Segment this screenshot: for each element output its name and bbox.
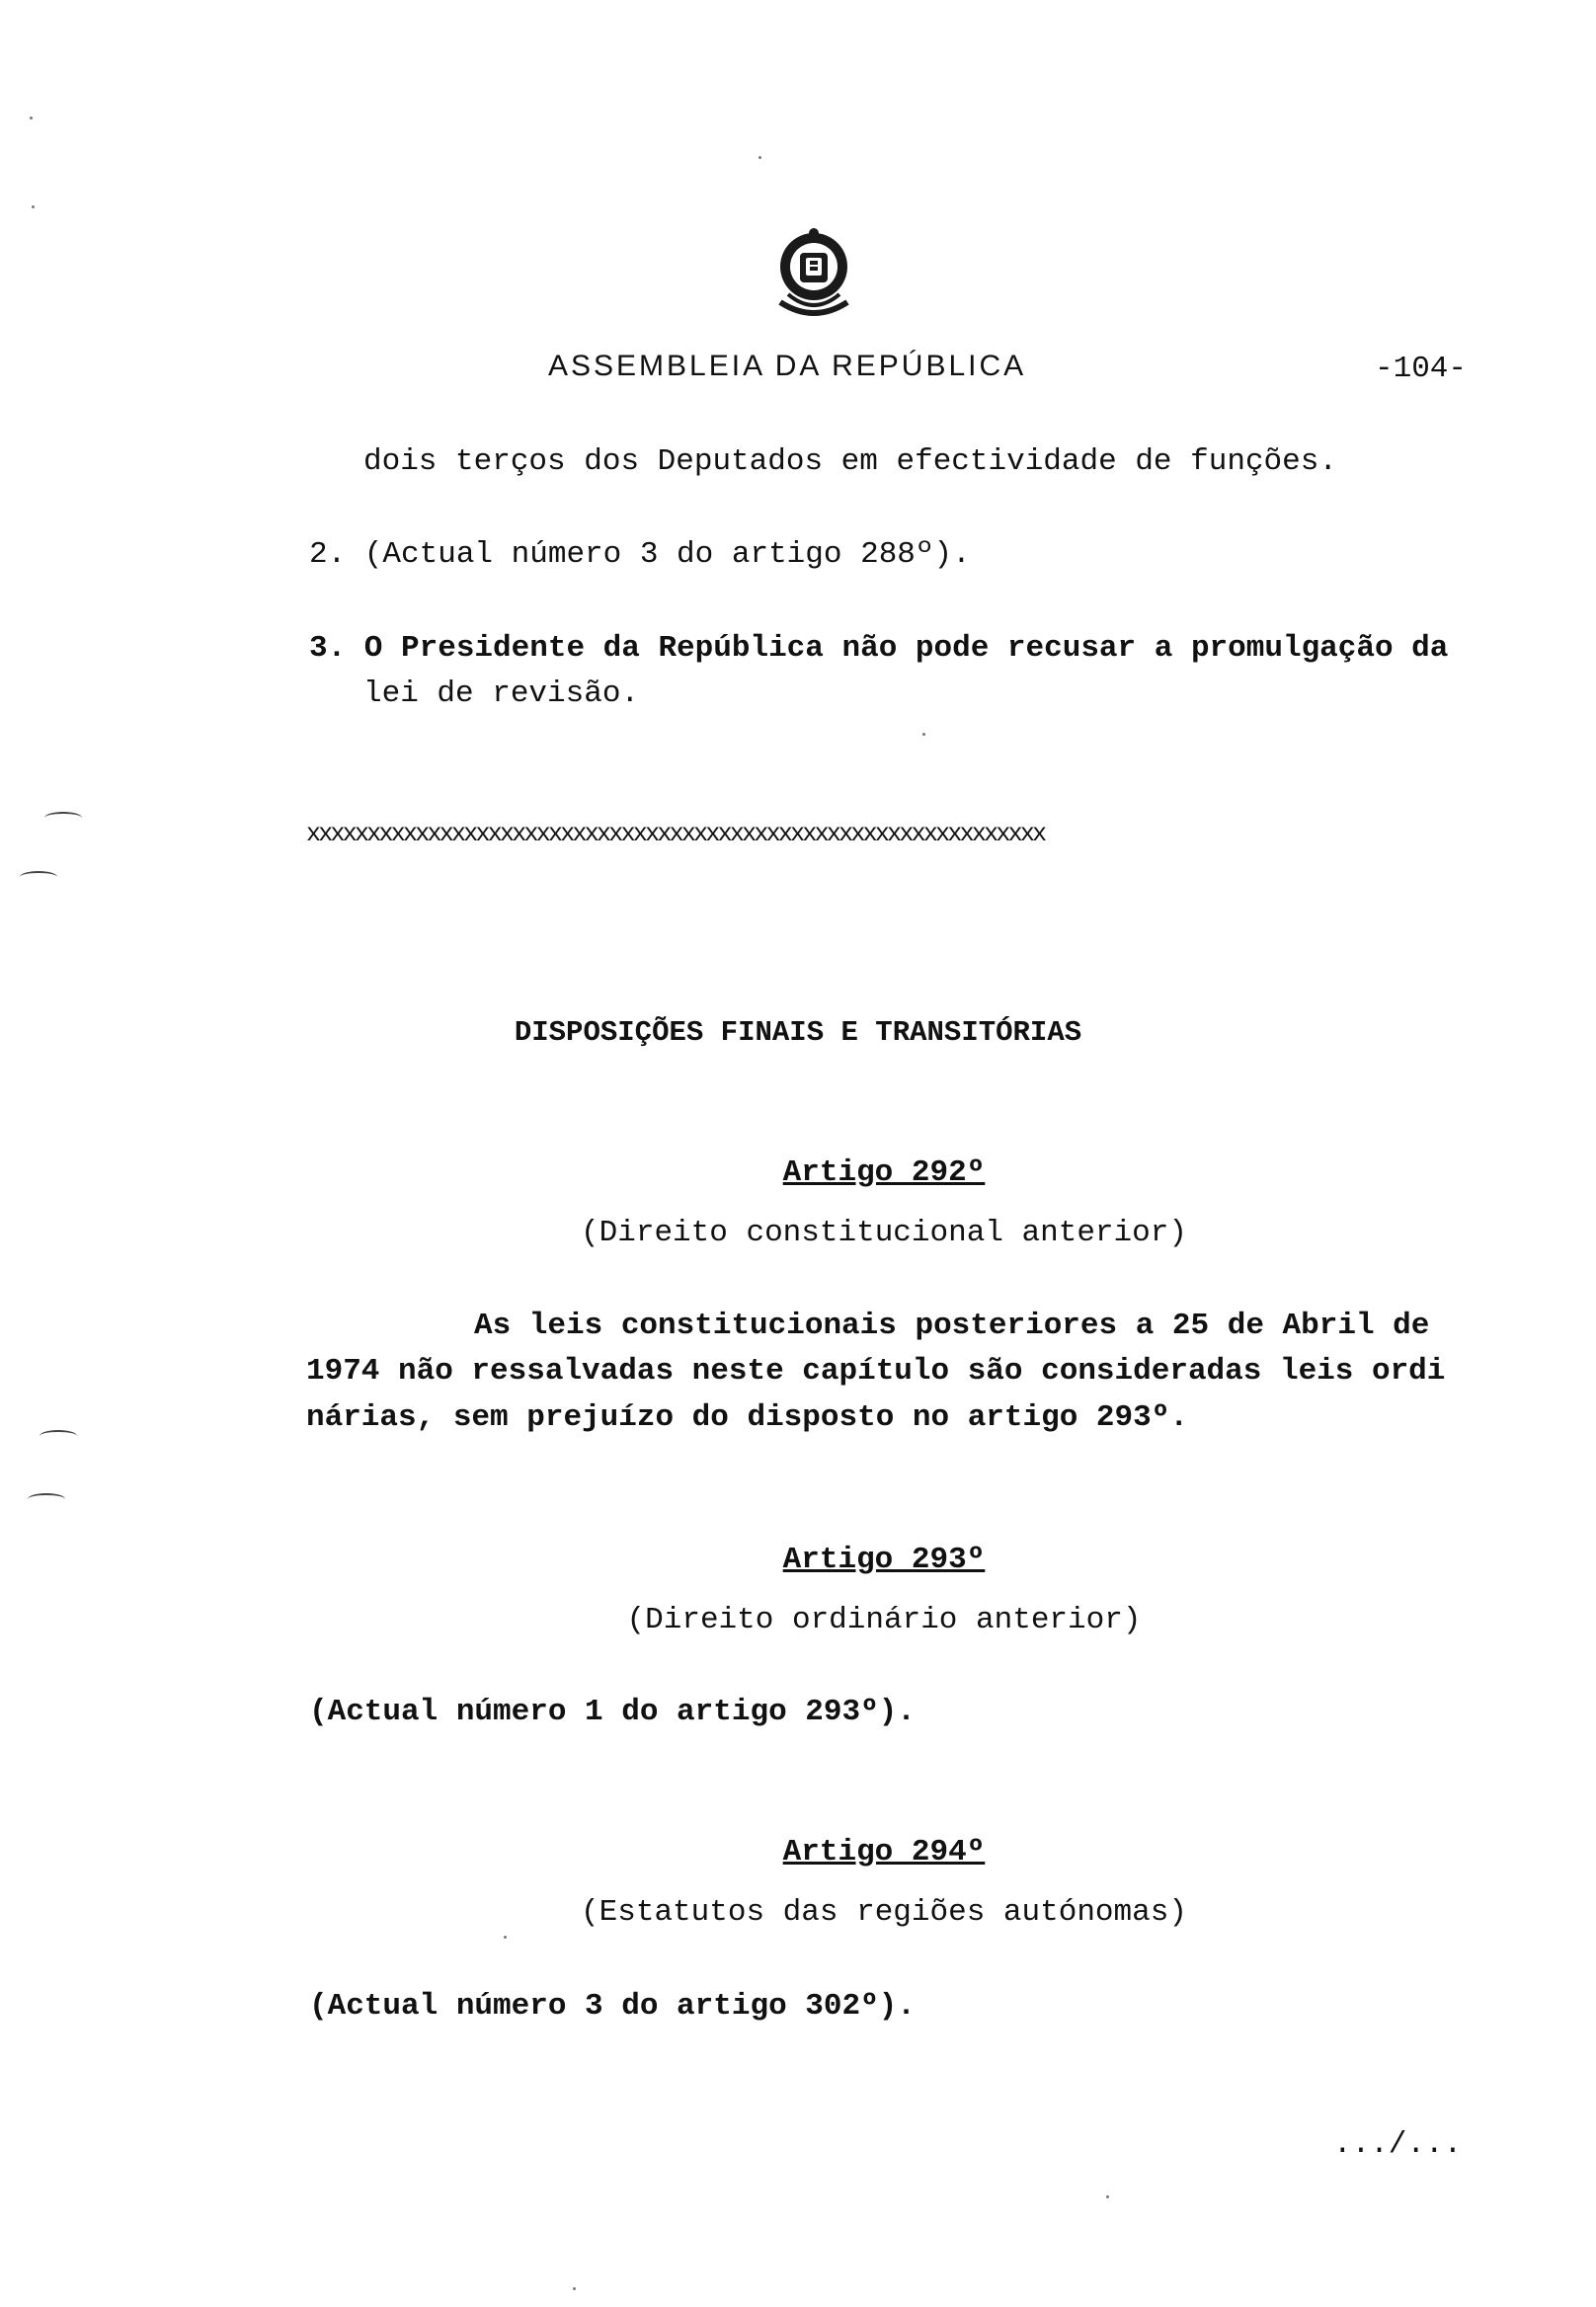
- article-heading-text: Artigo 293º: [782, 1543, 986, 1577]
- article-subtitle: (Direito ordinário anterior): [626, 1603, 1142, 1637]
- scan-dot: [30, 117, 33, 119]
- article-subtitle: (Direito constitucional anterior): [581, 1216, 1187, 1250]
- body-line-1: dois terços dos Deputados em efectividade de funções.: [363, 444, 1337, 479]
- page-number: -104-: [1375, 352, 1468, 386]
- scan-mark: [40, 1430, 77, 1442]
- continuation-mark: .../...: [1333, 2127, 1463, 2162]
- item-3-line-1: 3. O Presidente da República não pode recusar a promulgação da: [309, 631, 1449, 666]
- scan-dot: [758, 156, 761, 159]
- scan-dot: [922, 733, 925, 736]
- scan-dot: [32, 205, 35, 208]
- item-3-line-2: lei de revisão.: [363, 676, 640, 711]
- article-paragraph-line: nárias, sem prejuízo do disposto no artigo 293º.: [306, 1400, 1188, 1435]
- article-heading: [770, 1157, 998, 1188]
- scan-dot: [504, 1936, 507, 1939]
- article-paragraph-line: (Actual número 3 do artigo 302º).: [309, 1989, 916, 2024]
- article-paragraph-line: (Actual número 1 do artigo 293º).: [309, 1695, 916, 1729]
- article-paragraph-line: 1974 não ressalvadas neste capítulo são consideradas leis ordi: [306, 1354, 1446, 1389]
- separator-line: xxxxxxxxxxxxxxxxxxxxxxxxxxxxxxxxxxxxxxxxxxxxxxxxxxxxxxxxxxxxx: [306, 822, 1045, 846]
- article-heading-text: Artigo 292º: [782, 1155, 986, 1190]
- article-heading-text: Artigo 294º: [782, 1835, 986, 1869]
- scan-mark: [44, 812, 82, 824]
- section-title: DISPOSIÇÕES FINAIS E TRANSITÓRIAS: [514, 1016, 1082, 1049]
- scan-dot: [573, 2287, 576, 2290]
- header-title: ASSEMBLEIA DA REPÚBLICA: [548, 350, 1027, 382]
- article-heading: [770, 1837, 998, 1868]
- scan-mark: [28, 1493, 65, 1505]
- coat-of-arms-icon: [766, 225, 861, 334]
- item-2: 2. (Actual número 3 do artigo 288º).: [309, 537, 971, 572]
- scan-dot: [1106, 2195, 1109, 2198]
- article-paragraph-line: As leis constitucionais posteriores a 25 de Abril de: [474, 1309, 1430, 1343]
- article-heading: [770, 1545, 998, 1575]
- article-subtitle: (Estatutos das regiões autónomas): [581, 1895, 1187, 1930]
- scan-mark: [20, 871, 57, 883]
